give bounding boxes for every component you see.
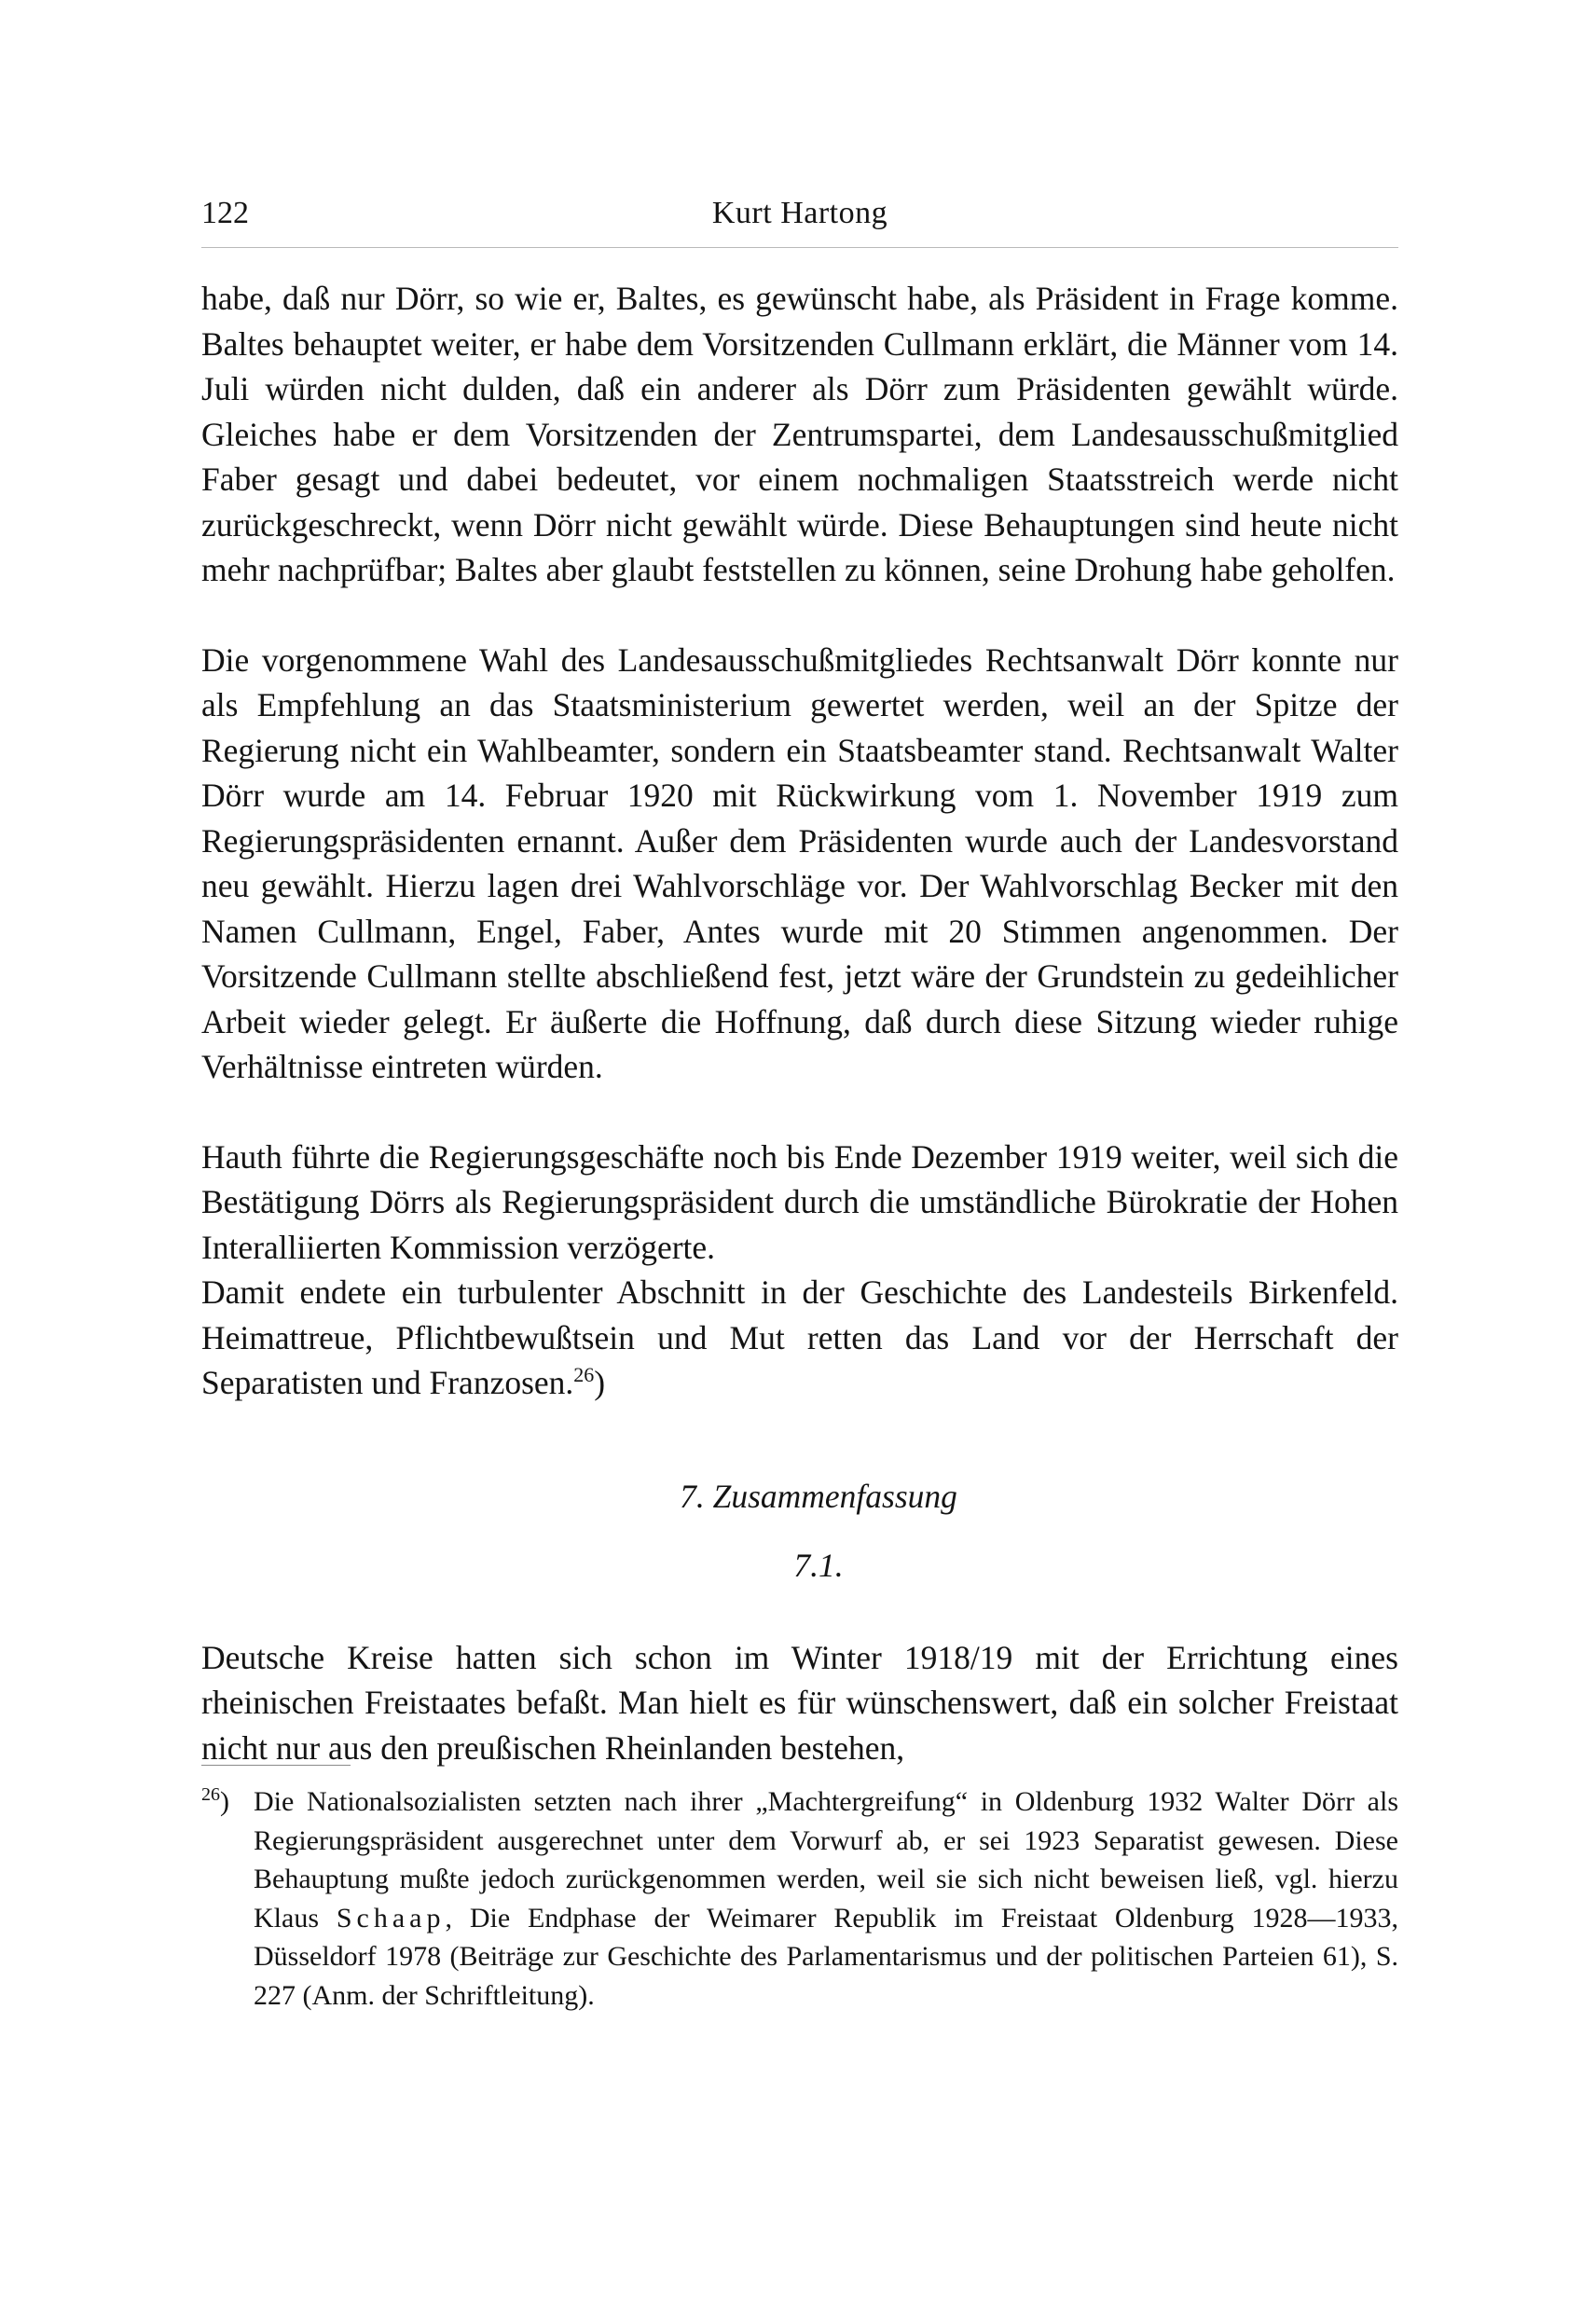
header-rule [201,247,1398,248]
running-title: Kurt Hartong [711,196,888,230]
footnote-marker [201,1782,229,1822]
footnote-reference: 26 [573,1363,595,1387]
paragraph-4-text: Damit endete ein turbulenter Abschnitt in der Geschichte des Landesteils Birkenfeld. Heimattreue, Pflichtbewußtsein und Mut retten das Land vor der Herrschaft der Separatisten und Franzosen. [201,1273,1398,1401]
footnote-marker-paren: ) [220,1786,229,1817]
footnote-reference-paren: ) [594,1364,606,1401]
footnote [201,1782,1398,2015]
paragraph-3: Hauth führte die Regierungsgeschäfte noch bis Ende Dezember 1919 weiter, weil sich die Bestätigung Dörrs als Regierungspräsident durch die umständliche Bürokratie der Hohen Interalliierten Kommission verzögerte. [201,1137,1398,1266]
footnote-text [254,1782,1398,2015]
paragraph-2: Die vorgenommene Wahl des Landesausschußmitgliedes Rechtsanwalt Dörr konnte nur als Empfehlung an das Staatsministerium gewertet werden, weil an der Spitze der Regierung nicht ein Wahlbeamter, sondern ein Staatsbeamter stand. Rechtsanwalt Walter Dörr wurde am 14. Februar 1920 mit Rückwirkung vom 1. November 1919 zum Regierungspräsidenten ernannt. Außer dem Präsidenten wurde auch der Landesvorstand neu gewählt. Hierzu lagen drei Wahlvorschläge vor. Der Wahlvorschlag Becker mit den Namen Cullmann, Engel, Faber, Antes wurde mit 20 Stimmen angenommen. Der Vorsitzende Cullmann stellte abschließend fest, jetzt wäre der Grundstein zu gedeihlicher Arbeit wieder gelegt. Er äußerte die Hoffnung, daß durch diese Sitzung wieder ruhige Verhältnisse eintreten würden. [201,640,1398,1085]
page-number: 122 [201,196,249,230]
main-text [201,276,1398,1770]
footnote-text-after: , Die Endphase der Weimarer Republik im Freistaat Oldenburg 1928—1933, Düsseldorf 1978 (Beiträge zur Geschichte des Parlamentarismus und der politischen Parteien 61), S. 227 (Anm. der Schriftleitung). [254,1902,1398,2011]
footnote-number: 26 [201,1784,220,1805]
footnote-text-before: Die Nationalsozialisten setzten nach ihrer „Machtergreifung“ in Oldenburg 1932 Walter Dörr als Regierungspräsident ausgerechnet unter dem Vorwurf ab, er sei 1923 Separatist gewesen. Diese Behauptung mußte jedoch zurückgenommen werden, weil sie sich nicht beweisen ließ, vgl. hierzu Klaus [254,1786,1398,1934]
running-header [201,190,1398,237]
paragraph-4 [201,1270,1398,1406]
section-heading: 7. Zusammenfassung [680,1477,957,1515]
paragraph-1: habe, daß nur Dörr, so wie er, Baltes, es gewünscht habe, als Präsident in Frage komme. Baltes behauptet weiter, er habe dem Vorsitzenden Cullmann erklärt, die Männer vom 14. Juli würden nicht dulden, daß ein anderer als Dörr zum Präsidenten gewählt würde. Gleiches habe er dem Vorsitzenden der Zentrumspartei, dem Landesausschußmitglied Faber gesagt und dabei bedeutet, vor einem nochmaligen Staatsstreich werde nicht zurückgeschreckt, wenn Dörr nicht gewählt würde. Diese Behauptungen sind heute nicht mehr nachprüfbar; Baltes aber glaubt feststellen zu können, seine Drohung habe geholfen. [201,280,1398,588]
footnote-rule [201,1765,351,1766]
subsection-heading: 7.1. [793,1546,844,1584]
footnote-author: Schaap [336,1902,446,1934]
paragraph-5: Deutsche Kreise hatten sich schon im Winter 1918/19 mit der Errichtung eines rheinischen Freistaates befaßt. Man hielt es für wünschenswert, daß ein solcher Freistaat nicht nur aus den preußischen Rheinlanden bestehen, [201,1638,1398,1767]
